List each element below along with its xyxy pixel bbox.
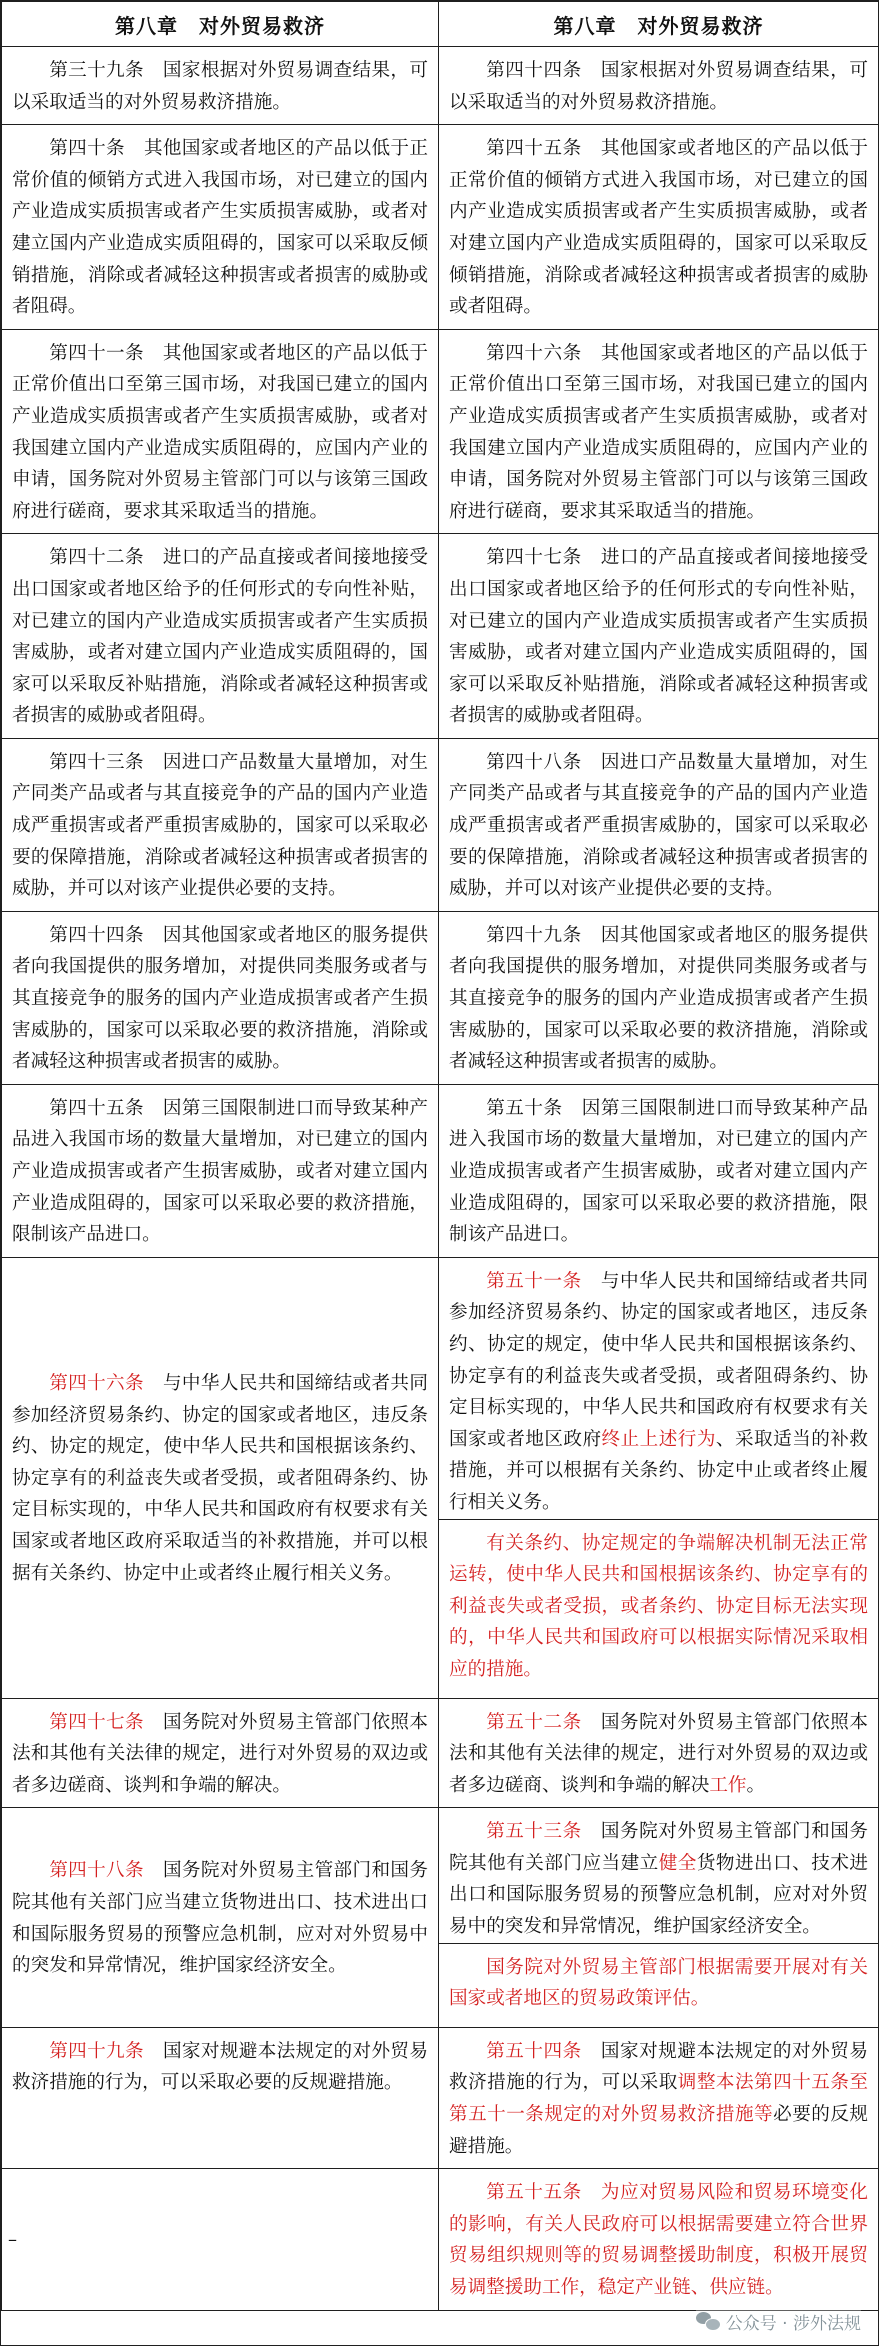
revised-article-cell: [439, 911, 879, 1084]
revised-article-text: [439, 2169, 878, 2309]
right-chapter-heading: 第八章 对外贸易救济: [439, 2, 879, 47]
original-article-cell: [2, 2169, 439, 2310]
empty-cell-marker: –: [8, 2228, 17, 2250]
article-row: [2, 2169, 879, 2310]
revised-text-segment: 终止上述行为: [601, 1428, 716, 1450]
article-row: [2, 911, 879, 1084]
revised-article-cell: [439, 2027, 879, 2168]
text-segment: 第四十四条 因其他国家或者地区的服务提供者向我国提供的服务增加，对提供同类服务或者与其直接竞争的服务的国内产业造成损害或者产生损害威胁的，国家可以采取必要的救济措施，消除或者减轻这种损害或者损害的威胁。: [12, 924, 428, 1073]
text-segment: 第四十八条 因进口产品数量大量增加，对生产同类产品或者与其直接竞争的产品的国内产业造成严重损害或者严重损害威胁的，国家可以采取必要的保障措施，消除或者减轻这种损害或者损害的威胁，并可以对该产业提供必要的支持。: [449, 751, 868, 900]
revised-text-segment: 第五十一条: [486, 1270, 582, 1292]
revised-article-cell: [439, 1808, 879, 2028]
text-segment: 第四十七条 进口的产品直接或者间接地接受出口国家或者地区给予的任何形式的专向性补贴，对已建立的国内产业造成实质损害或者产生实质损害威胁，或者对建立国内产业造成实质阻碍的，国家可以采取反补贴措施，消除或者减轻这种损害或者损害的威胁或者阻碍。: [449, 547, 868, 727]
original-article-cell: [2, 911, 439, 1084]
revised-article-text: [439, 1699, 878, 1808]
revised-article-cell: [439, 1698, 879, 1808]
text-segment: 第四十条 其他国家或者地区的产品以低于正常价值的倾销方式进入我国市场，对已建立的国内产业造成实质损害或者产生实质损害威胁，或者对建立国内产业造成实质阻碍的，国家可以采取反倾销措施，消除或者减轻这种损害或者损害的威胁或者阻碍。: [12, 138, 428, 318]
original-article-cell: [2, 125, 439, 330]
original-article-cell: [2, 1698, 439, 1808]
original-article-cell: [2, 1257, 439, 1698]
original-article-cell: [2, 534, 439, 739]
revised-article-cell: [439, 125, 879, 330]
text-segment: 与中华人民共和国缔结或者共同参加经济贸易条约、协定的国家或者地区，违反条约、协定的规定，使中华人民共和国根据该条约、协定享有的利益丧失或者受损，或者阻碍条约、协定目标实现的，中华人民共和国政府有权要求有关国家或者地区政府: [449, 1270, 868, 1450]
revised-text-segment: 第四十九条: [49, 2040, 144, 2062]
revised-text-segment: 健全: [658, 1852, 697, 1874]
text-segment: 第四十一条 其他国家或者地区的产品以低于正常价值出口至第三国市场，对我国已建立的国内产业造成实质损害或者产生实质损害威胁，或者对我国建立国内产业造成实质阻碍的，应国内产业的申请，国务院对外贸易主管部门可以与该第三国政府进行磋商，要求其采取适当的措施。: [12, 342, 428, 522]
revised-added-paragraph: [439, 1519, 878, 1692]
original-article-text: [2, 1360, 438, 1595]
revised-text-segment: 第五十二条: [486, 1711, 582, 1733]
left-chapter-heading: 第八章 对外贸易救济: [2, 2, 439, 47]
original-article-text: [2, 125, 438, 329]
original-article-cell: [2, 1808, 439, 2028]
revised-text-segment: 第四十八条: [49, 1860, 144, 1882]
revised-article-text: [439, 1258, 878, 1698]
article-row: [2, 1084, 879, 1257]
text-segment: 与中华人民共和国缔结或者共同参加经济贸易条约、协定的国家或者地区，违反条约、协定的规定，使中华人民共和国根据该条约、协定享有的利益丧失或者受损，或者阻碍条约、协定目标实现的，中华人民共和国政府有权要求有关国家或者地区政府采取适当的补救措施，并可以根据有关条约、协定中止或者终止履行相关义务。: [12, 1373, 428, 1584]
original-article-cell: [2, 2027, 439, 2168]
text-segment: 第五十条 因第三国限制进口而导致某种产品进入我国市场的数量大量增加，对已建立的国内产业造成损害或者产生损害威胁，或者对建立国内产业造成阻碍的，国家可以采取必要的救济措施，限制该产品进口。: [449, 1097, 868, 1246]
revised-article-cell: [439, 2169, 879, 2310]
original-article-cell: [2, 1084, 439, 1257]
text-segment: 第三十九条 国家根据对外贸易调查结果，可以采取适当的对外贸易救济措施。: [12, 60, 428, 113]
revised-article-text: [439, 1085, 878, 1257]
original-article-cell: [2, 47, 439, 125]
text-segment: 第四十四条 国家根据对外贸易调查结果，可以采取适当的对外贸易救济措施。: [449, 60, 868, 113]
article-row: [2, 47, 879, 125]
original-article-text: [2, 2028, 438, 2105]
text-segment: 国务院对外贸易主管部门和国务院其他有关部门应当建立货物进出口、技术进出口和国际服务贸易的预警应急机制，应对对外贸易中的突发和异常情况，维护国家经济安全。: [12, 1860, 428, 1977]
revised-text-segment: 第五十三条: [486, 1821, 582, 1843]
article-row: [2, 738, 879, 911]
revised-text-segment: 国务院对外贸易主管部门根据需要开展对有关国家或者地区的贸易政策评估。: [449, 1956, 868, 2010]
original-article-text: [2, 1085, 438, 1257]
article-row: [2, 534, 879, 739]
revised-article-cell: [439, 1084, 879, 1257]
text-segment: 必要的反规避措施。: [449, 2104, 868, 2157]
revised-text-segment: 第五十四条: [486, 2040, 582, 2062]
original-article-text: [2, 1847, 438, 1987]
revised-article-text: [439, 125, 878, 329]
table-header-row: [2, 2, 879, 47]
text-segment: 国家对规避本法规定的对外贸易救济措施的行为，可以采取必要的反规避措施。: [12, 2040, 428, 2094]
text-segment: 货物进出口、技术进出口和国际服务贸易的预警应急机制，应对对外贸易中的突发和异常情况，维护国家经济安全。: [449, 1852, 868, 1938]
revised-article-text: [439, 1808, 878, 2027]
article-row: [2, 1808, 879, 2028]
original-article-text: [2, 1699, 438, 1808]
text-segment: 国务院对外贸易主管部门依照本法和其他有关法律的规定，进行对外贸易的双边或者多边磋商、谈判和争端的解决: [449, 1711, 868, 1796]
revised-article-text: [439, 739, 878, 911]
original-article-cell: [2, 329, 439, 534]
revised-text-segment: 第四十七条: [49, 1711, 144, 1733]
text-segment: 国家对规避本法规定的对外贸易救济措施的行为，可以采取: [449, 2040, 868, 2094]
article-row: [2, 1698, 879, 1808]
revised-article-text: [439, 47, 878, 124]
revised-added-paragraph: [439, 1943, 878, 2021]
comparison-table: [1, 1, 879, 2311]
revised-text-segment: 第四十六条: [49, 1373, 144, 1395]
text-segment: 、采取适当的补救措施，并可以根据有关条约、协定中止或者终止履行相关义务。: [449, 1428, 868, 1513]
comparison-table-body: [2, 2, 879, 2311]
text-segment: 第四十二条 进口的产品直接或者间接地接受出口国家或者地区给予的任何形式的专向性补贴，对已建立的国内产业造成实质损害或者产生实质损害威胁，或者对建立国内产业造成实质阻碍的，国家可以采取反补贴措施，消除或者减轻这种损害或者损害的威胁或者阻碍。: [12, 547, 428, 727]
revised-text-segment: 调整本法第四十五条至第五十一条规定的对外贸易救济措施等: [449, 2072, 868, 2126]
revised-article-text: [439, 912, 878, 1084]
article-row: [2, 329, 879, 534]
revised-article-cell: [439, 329, 879, 534]
text-segment: 国务院对外贸易主管部门和国务院其他有关部门应当建立: [449, 1821, 868, 1874]
text-segment: 第四十九条 因其他国家或者地区的服务提供者向我国提供的服务增加，对提供同类服务或者与其直接竞争的服务的国内产业造成损害或者产生损害威胁的，国家可以采取必要的救济措施，消除或者减轻这种损害或者损害的威胁。: [449, 924, 868, 1073]
revised-text-segment: 工作: [709, 1774, 747, 1796]
original-article-text: [2, 739, 438, 911]
text-segment: 。: [746, 1774, 766, 1796]
revised-article-text: [439, 2028, 878, 2168]
revised-text-segment: 第五十五条 为应对贸易风险和贸易环境变化的影响，有关人民政府可以根据需要建立符合世界贸易组织规则等的贸易调整援助制度，积极开展贸易调整援助工作，稳定产业链、供应链。: [449, 2182, 868, 2298]
text-segment: 国务院对外贸易主管部门依照本法和其他有关法律的规定，进行对外贸易的双边或者多边磋商、谈判和争端的解决。: [12, 1711, 428, 1796]
watermark: [696, 2309, 861, 2334]
revised-article-cell: [439, 47, 879, 125]
revised-article-cell: [439, 534, 879, 739]
watermark-text: 公众号 · 涉外法规: [725, 2314, 861, 2334]
text-segment: 第四十五条 因第三国限制进口而导致某种产品进入我国市场的数量大量增加，对已建立的国内产业造成损害或者产生损害威胁，或者对建立国内产业造成阻碍的，国家可以采取必要的救济措施，限制该产品进口。: [12, 1097, 428, 1246]
revised-article-text: [439, 534, 878, 738]
text-segment: 第四十三条 因进口产品数量大量增加，对生产同类产品或者与其直接竞争的产品的国内产业造成严重损害或者严重损害威胁的，国家可以采取必要的保障措施，消除或者减轻这种损害或者损害的威胁，并可以对该产业提供必要的支持。: [12, 751, 428, 900]
original-article-cell: [2, 738, 439, 911]
article-row: [2, 125, 879, 330]
text-segment: 第四十六条 其他国家或者地区的产品以低于正常价值出口至第三国市场，对我国已建立的国内产业造成实质损害或者产生实质损害威胁，或者对我国建立国内产业造成实质阻碍的，应国内产业的申请，国务院对外贸易主管部门可以与该第三国政府进行磋商，要求其采取适当的措施。: [449, 342, 868, 522]
revised-article-cell: [439, 1257, 879, 1698]
original-article-text: [2, 47, 438, 124]
wechat-icon: [696, 2312, 720, 2332]
revised-article-text: [439, 330, 878, 534]
revised-text-segment: 有关条约、协定规定的争端解决机制无法正常运转，使中华人民共和国根据该条约、协定享有的利益丧失或者受损，或者条约、协定目标无法实现的，中华人民共和国政府可以根据实际情况采取相应的措施。: [449, 1532, 868, 1680]
article-row: [2, 1257, 879, 1698]
article-row: [2, 2027, 879, 2168]
original-article-text: [2, 534, 438, 738]
original-article-text: [2, 330, 438, 534]
original-article-text: [2, 912, 438, 1084]
text-segment: 第四十五条 其他国家或者地区的产品以低于正常价值的倾销方式进入我国市场，对已建立的国内产业造成实质损害或者产生实质损害威胁，或者对建立国内产业造成实质阻碍的，国家可以采取反倾销措施，消除或者减轻这种损害或者损害的威胁或者阻碍。: [449, 138, 868, 318]
revised-article-cell: [439, 738, 879, 911]
